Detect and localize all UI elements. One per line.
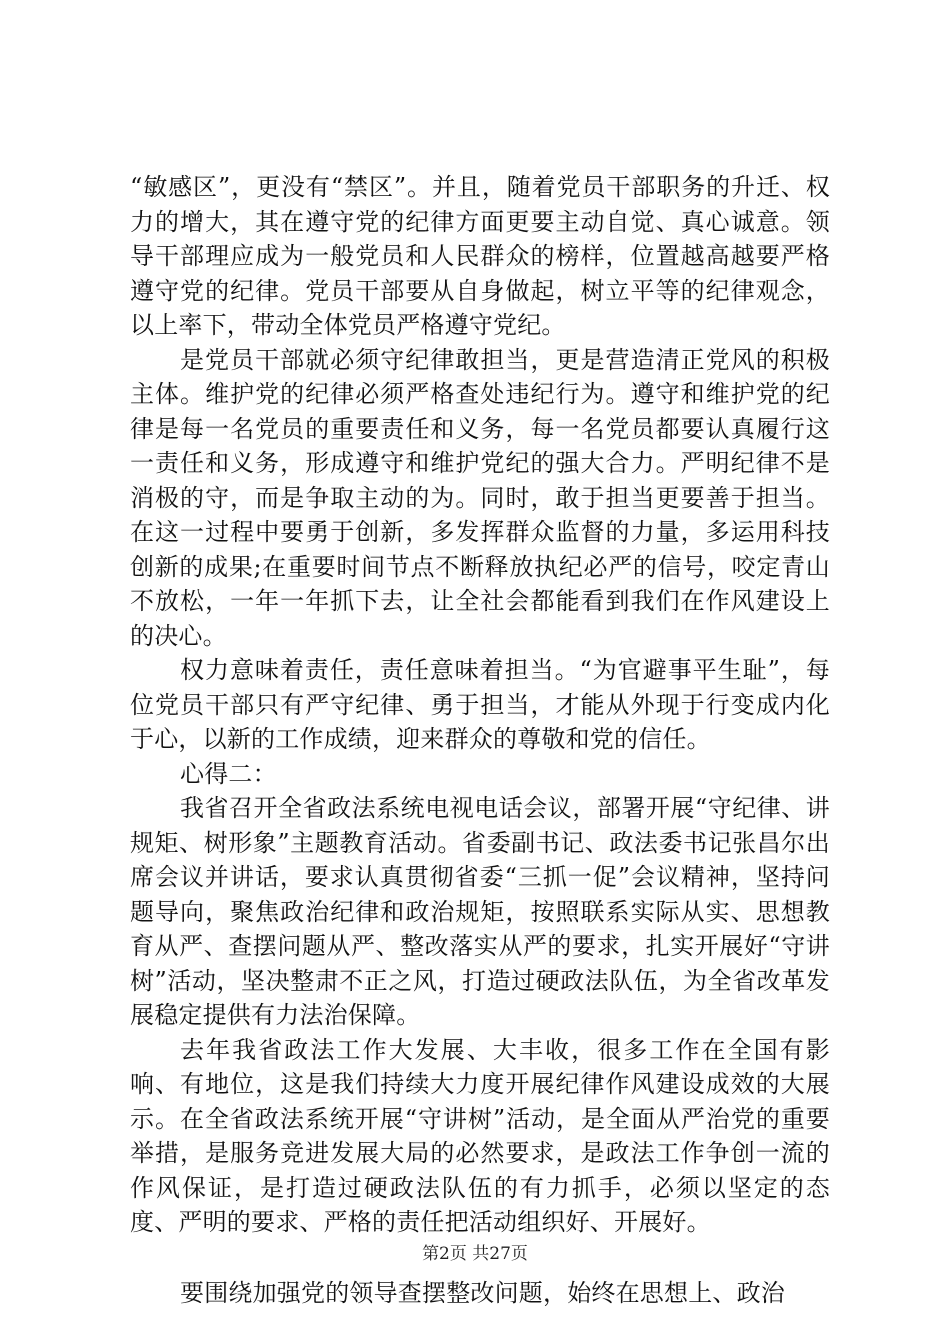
section-heading-xinde-er: 心得二： xyxy=(180,759,277,788)
paragraph-last-year: 去年我省政法工作大发展、大丰收，很多工作在全国有影响、有地位，这是我们持续大力度开展纪律作风建设成效的大展示。在全省政法系统开展“守讲树”活动，是全面从严治党的重要举措，是服务竞进发展大局的必然要求，是政法工作争创一流的作风保证，是打造过硬政法队伍的有力抓手，必须以坚定的态度、严明的要求、严格的责任把活动组织好、开展好。 xyxy=(130,1035,830,1236)
page-footer: 第2页 共27页 xyxy=(422,1244,528,1264)
document-body xyxy=(130,170,830,1310)
paragraph-continued: “敏感区”，更没有“禁区”。并且，随着党员干部职务的升迁、权力的增大，其在遵守党的纪律方面更要主动自觉、真心诚意。领导干部理应成为一般党员和人民群众的榜样，位置越高越要严格遵守党的纪律。党员干部要从自身做起，树立平等的纪律观念，以上率下，带动全体党员严格遵守党纪。 xyxy=(130,173,830,339)
paragraph-power-responsibility: 权力意味着责任，责任意味着担当。“为官避事平生耻”，每位党员干部只有严守纪律、勇于担当，才能从外现于行变成内化于心，以新的工作成绩，迎来群众的尊敬和党的信任。 xyxy=(130,656,830,753)
paragraph-discipline-duty: 是党员干部就必须守纪律敢担当，更是营造清正党风的积极主体。维护党的纪律必须严格查处违纪行为。遵守和维护党的纪律是每一名党员的重要责任和义务，每一名党员都要认真履行这一责任和义务，形成遵守和维护党纪的强大合力。严明纪律不是消极的守，而是争取主动的为。同时，敢于担当更要善于担当。在这一过程中要勇于创新，多发挥群众监督的力量，多运用科技创新的成果;在重要时间节点不断释放执纪必严的信号，咬定青山不放松，一年一年抓下去，让全社会都能看到我们在作风建设上的决心。 xyxy=(130,345,830,650)
paragraph-meeting: 我省召开全省政法系统电视电话会议，部署开展“守纪律、讲规矩、树形象”主题教育活动。省委副书记、政法委书记张昌尔出席会议并讲话，要求认真贯彻省委“三抓一促”会议精神，坚持问题导向，聚焦政治纪律和政治规矩，按照联系实际从实、思想教育从严、查摆问题从严、整改落实从严的要求，扎实开展好“守讲树”活动，坚决整肃不正之风，打造过硬政法队伍，为全省改革发展稳定提供有力法治保障。 xyxy=(130,794,830,1029)
paragraph-party-leadership: 要围绕加强党的领导查摆整改问题，始终在思想上、政治 xyxy=(180,1278,785,1307)
